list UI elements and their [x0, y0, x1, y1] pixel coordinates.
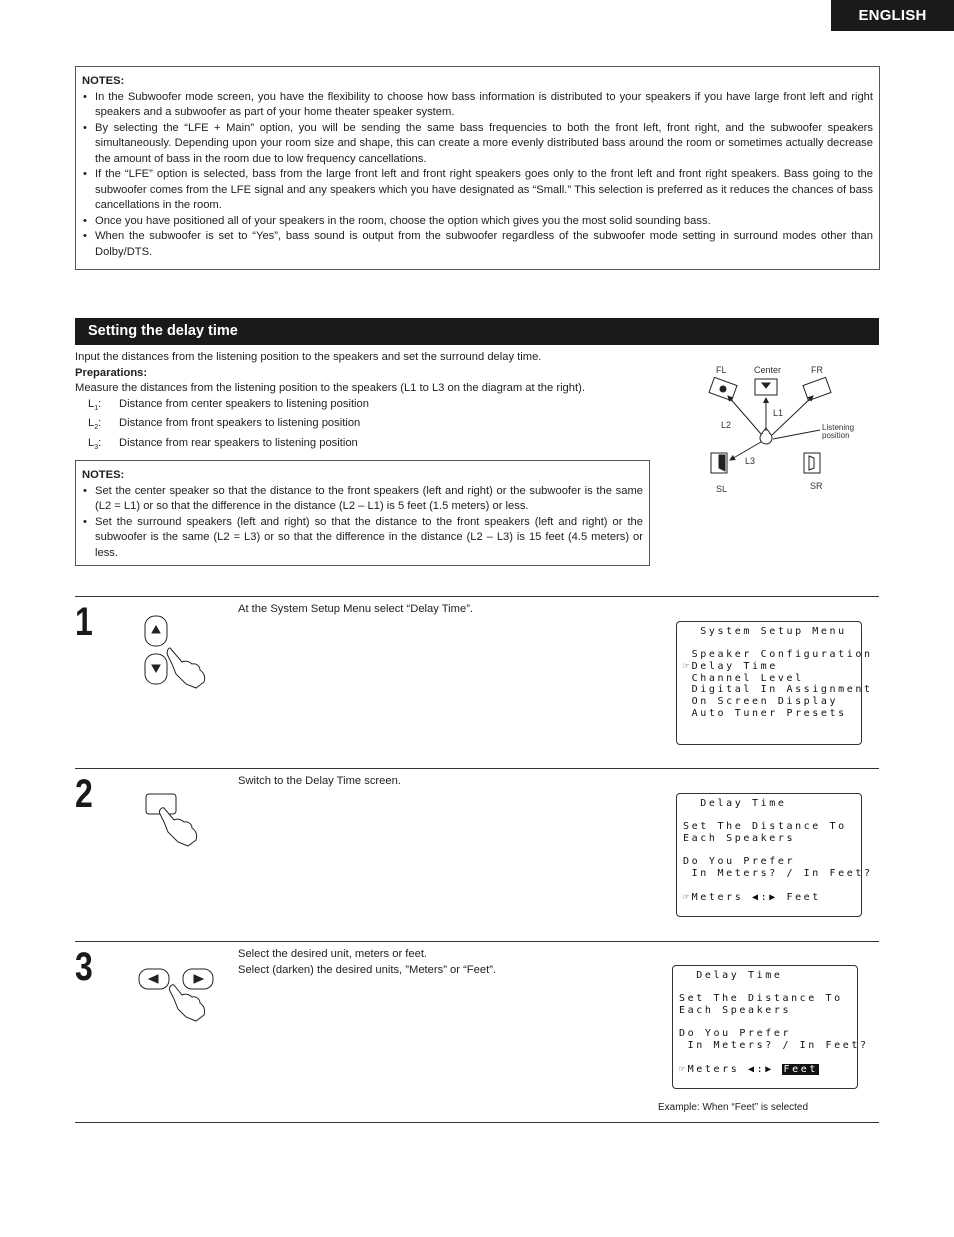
- osd-line: Channel Level: [683, 672, 804, 684]
- step-3-text: [238, 947, 496, 978]
- intro-text: Input the distances from the listening position to the speakers and set the surround delay time.: [75, 351, 542, 363]
- osd-line: [683, 880, 855, 892]
- distance-row-l2: [75, 416, 660, 436]
- notes-title: NOTES:: [82, 75, 125, 87]
- label-l2: L2: [721, 420, 732, 430]
- preparations-text: Measure the distances from the listening position to the speakers (L1 to L3 on the diagram at the right).: [75, 382, 585, 394]
- label-fr: FR: [811, 365, 823, 375]
- note-item: • When the subwoofer is set to “Yes”, bass sound is output from the subwoofer regardless of the subwoofer mode setting in surround modes other than Dolby/DTS.: [82, 229, 873, 260]
- step-instruction: At the System Setup Menu select “Delay Time”.: [238, 603, 474, 615]
- distance-key: $L_1$:: [88, 397, 102, 412]
- section-heading: Setting the delay time: [75, 318, 879, 345]
- label-listening-position: Listening position: [822, 423, 855, 440]
- intro-block: [75, 350, 660, 456]
- osd-line: In Meters? / In Feet?: [679, 1040, 869, 1052]
- note-item: • Set the center speaker so that the distance to the front speakers (left and right) or the subwoofer is the same (L2 = L1) or so that the difference in the distance (L2 – L1) is 5 feet (1.5 meters) or less.: [82, 484, 643, 515]
- osd-line: Digital In Assignment: [683, 684, 873, 696]
- osd-line: On Screen Display: [683, 696, 839, 708]
- osd-line: ☞Meters ◀:▶ Feet: [683, 891, 821, 903]
- osd-line: Do You Prefer: [679, 1028, 792, 1040]
- distance-text: Distance from front speakers to listening position: [119, 417, 361, 430]
- osd-line: ☞Delay Time: [683, 661, 778, 673]
- distance-text: Distance from rear speakers to listening position: [119, 436, 358, 449]
- front-right-speaker-icon: [803, 377, 831, 400]
- osd-line: Set The Distance To: [683, 821, 847, 833]
- listener-icon: [760, 432, 772, 444]
- note-item: • If the “LFE” option is selected, bass from the large front left and front right speakers goes only to the front left and front right speakers. Bass going to the subwoofer comes from the LFE signal and any speakers which you have designated as “Small.” This selection is preferred as it reduces the chances of bass cancellations in the room.: [82, 167, 873, 214]
- osd-unit-selector: [679, 1064, 851, 1076]
- osd-line: [679, 1052, 851, 1064]
- notes-box-subwoofer: [75, 66, 880, 270]
- osd-line: In Meters? / In Feet?: [683, 868, 873, 880]
- osd-line: [679, 1017, 851, 1029]
- osd-line: Do You Prefer: [683, 856, 796, 868]
- notes-list: [82, 90, 873, 261]
- osd-line: Set The Distance To: [679, 993, 843, 1005]
- osd-screen-delay-time: [676, 793, 873, 917]
- step-2-text: [238, 774, 401, 790]
- osd-line: Delay Time: [679, 970, 783, 981]
- label-sl: SL: [716, 484, 728, 494]
- osd-line: [683, 810, 855, 822]
- osd-line: System Setup Menu: [683, 626, 847, 637]
- osd-line: [683, 638, 855, 650]
- osd-line: [679, 982, 851, 994]
- notes-list: [82, 484, 643, 562]
- step-number-2: 2: [75, 772, 93, 816]
- pointing-hand-icon: [167, 648, 204, 688]
- language-tab: ENGLISH: [831, 0, 954, 31]
- step-number-1: 1: [75, 600, 93, 644]
- distance-key: $L_2$:: [88, 417, 102, 432]
- step-number-3: 3: [75, 945, 93, 989]
- pointing-hand-icon: [159, 808, 196, 846]
- enter-button-press-icon: [140, 790, 210, 850]
- left-right-buttons-icon: [136, 965, 220, 1027]
- osd-line: Speaker Configuration: [683, 649, 873, 661]
- notes-title: NOTES:: [82, 469, 125, 481]
- osd-screen-delay-time-feet: [672, 965, 869, 1089]
- osd-line: Delay Time: [683, 798, 787, 809]
- up-down-buttons-icon: [140, 612, 210, 692]
- distance-text: Distance from center speakers to listening position: [119, 397, 369, 410]
- pointing-hand-icon: [169, 985, 204, 1021]
- step-instruction: Select (darken) the desired units, ”Meters” or “Feet”.: [238, 963, 497, 976]
- step-divider: [75, 596, 879, 597]
- step-instruction: Select the desired unit, meters or feet.: [238, 948, 428, 960]
- note-item: • Once you have positioned all of your speakers in the room, choose the option which gives you the most solid sounding bass.: [82, 214, 873, 230]
- label-fl: FL: [716, 365, 727, 375]
- label-l1: L1: [773, 408, 784, 418]
- example-caption: Example: When “Feet” is selected: [658, 1102, 809, 1113]
- note-item: • Set the surround speakers (left and right) so that the distance to the front speakers (left and right) or the subwoofer is the same (L2 = L3) or so that the difference in the distance (L2 – L3) is 15 feet (4.5 meters) or less.: [82, 515, 643, 562]
- distance-key: $L_3$:: [88, 436, 102, 452]
- bottom-divider: [75, 1122, 879, 1123]
- note-item: • In the Subwoofer mode screen, you have the flexibility to choose how bass information is distributed to your speakers if you have large front left and right speakers and a subwoofer as part of your home theater speaker system.: [82, 90, 873, 121]
- notes-box-distance: [75, 460, 650, 566]
- osd-screen-system-setup: [676, 621, 873, 745]
- osd-line: Auto Tuner Presets: [683, 707, 847, 719]
- step-divider: [75, 768, 879, 769]
- label-sr: SR: [810, 481, 823, 491]
- label-l3: L3: [745, 456, 756, 466]
- osd-unit-prefix: ☞Meters ◀:▶: [679, 1063, 783, 1075]
- distance-row-l3: [75, 436, 660, 456]
- label-center: Center: [754, 365, 782, 375]
- speaker-layout-diagram: [700, 360, 870, 500]
- step-instruction: Switch to the Delay Time screen.: [238, 775, 401, 787]
- osd-selected-unit: Feet: [783, 1063, 818, 1075]
- step-divider: [75, 941, 879, 942]
- step-1-text: [238, 602, 473, 618]
- osd-line: Each Speakers: [679, 1005, 792, 1017]
- osd-line: [683, 845, 855, 857]
- note-item: • By selecting the “LFE + Main” option, you will be sending the same bass frequencies to both the front left, front right, and the subwoofer speakers simultaneously. Depending upon your room size and shape, this can create a more evenly distributed bass around the room or sometimes actually decrease the amount of bass in the room due to low frequency cancellations.: [82, 121, 873, 168]
- preparations-label: Preparations:: [75, 366, 148, 379]
- distance-row-l1: [75, 397, 660, 417]
- osd-line: Each Speakers: [683, 833, 796, 845]
